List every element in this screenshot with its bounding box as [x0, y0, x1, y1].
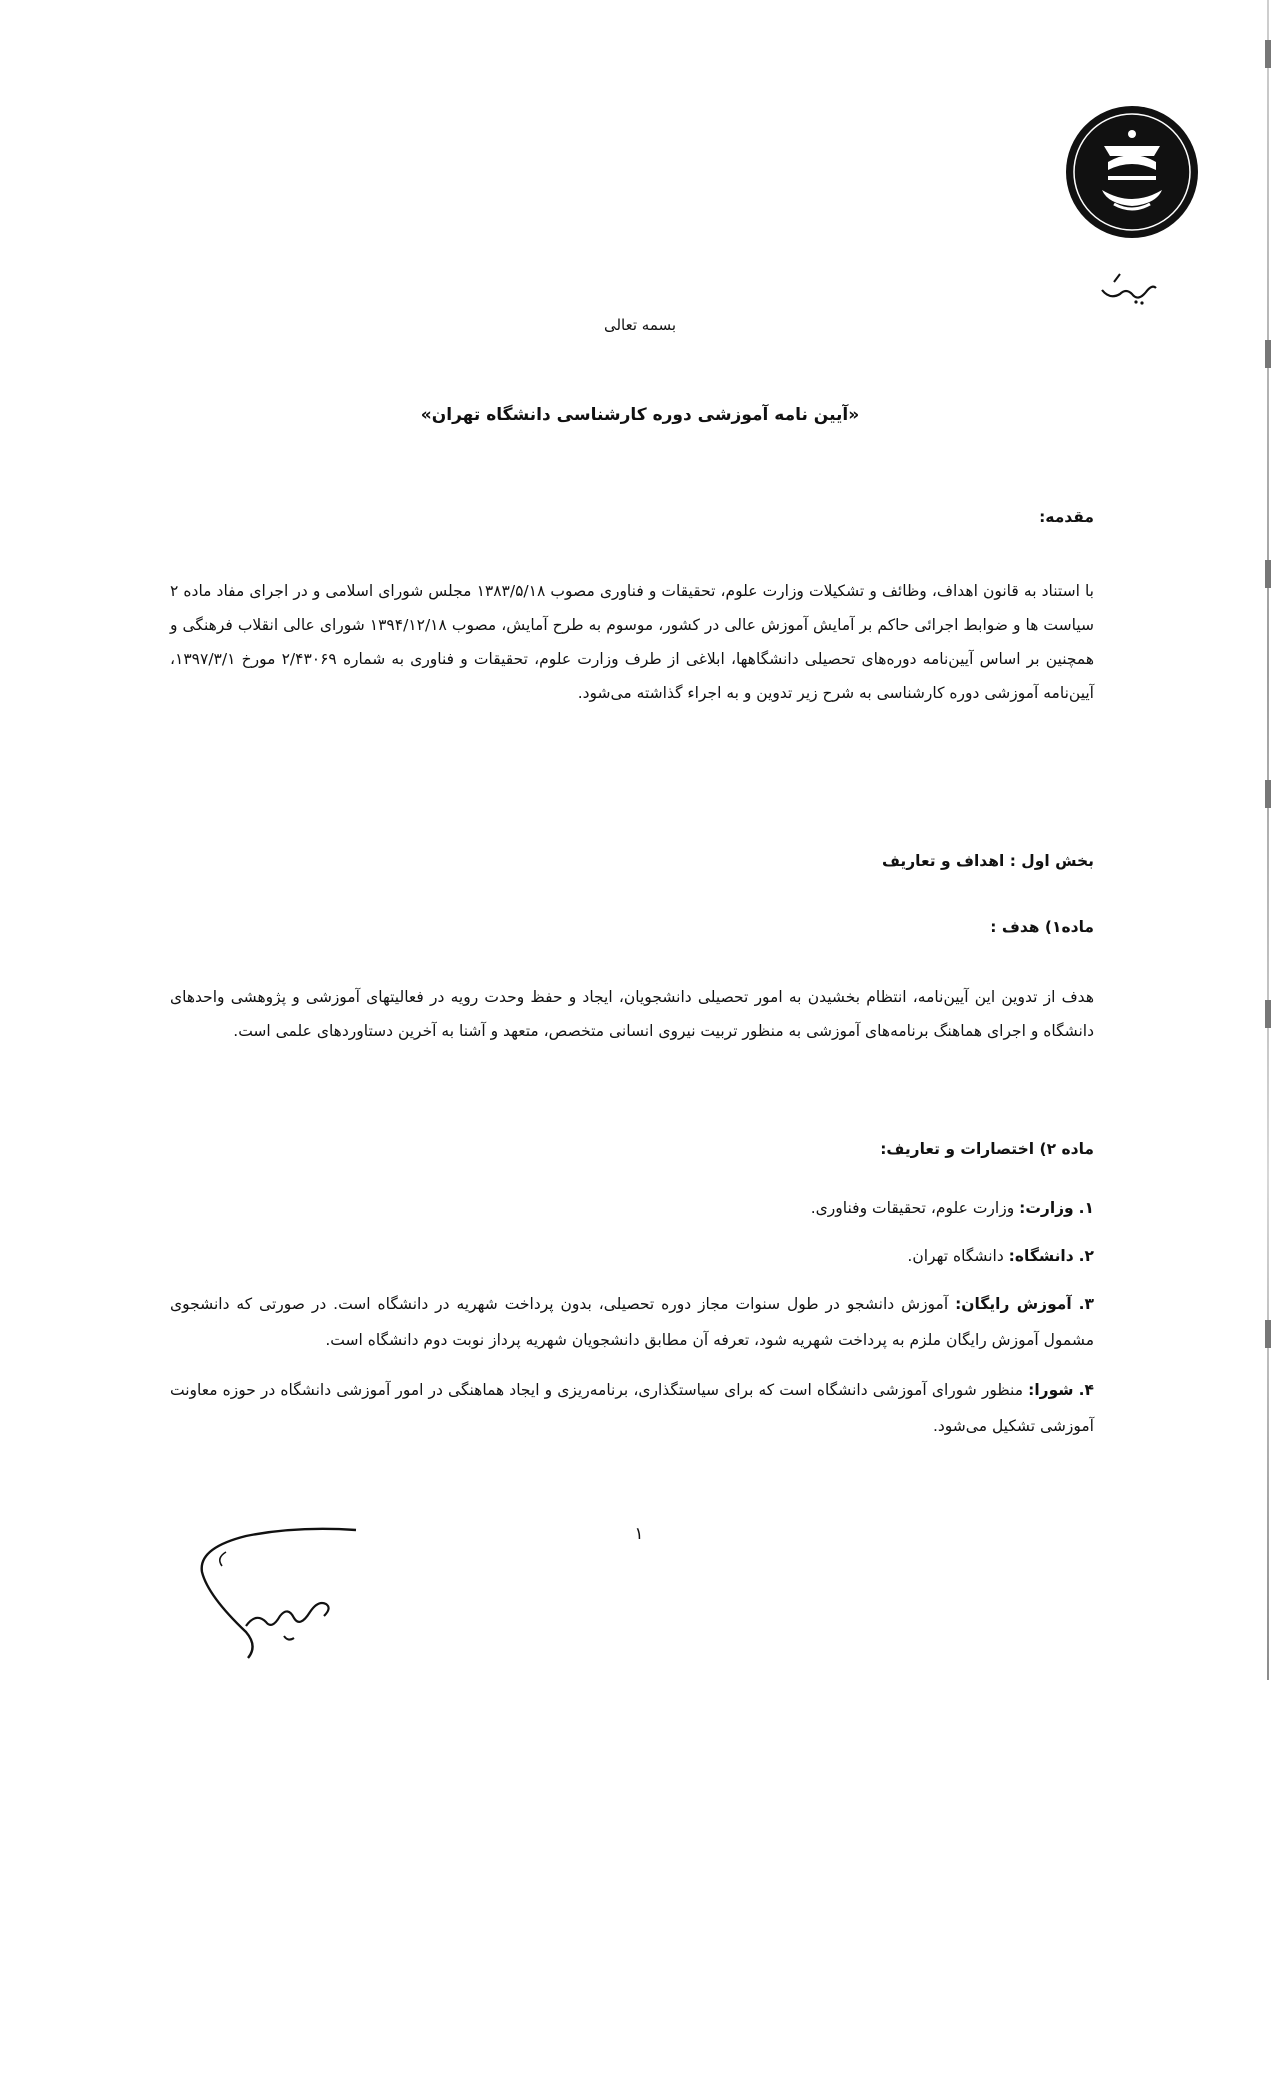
binder-mark [1265, 780, 1271, 808]
intro-heading: مقدمه: [1039, 508, 1094, 526]
binder-mark [1265, 560, 1271, 588]
university-seal-logo [1064, 104, 1200, 240]
definition-item [170, 1238, 1094, 1274]
binder-mark [1265, 340, 1271, 368]
definition-term: وزارت: [1019, 1199, 1074, 1217]
section-heading: بخش اول : اهداف و تعاریف [881, 852, 1094, 870]
definition-text: منظور شورای آموزشی دانشگاه است که برای سیاستگذاری، برنامه‌ریزی و ایجاد هماهنگی در امور آموزشی دانشگاه در حوزه معاونت آموزشی تشکیل می‌شود. [170, 1381, 1094, 1435]
article-2-heading: ماده ۲) اختصارات و تعاریف: [880, 1140, 1094, 1158]
definition-text: دانشگاه تهران. [907, 1247, 1009, 1265]
definition-item [170, 1286, 1094, 1358]
handwritten-signature [186, 1522, 376, 1672]
definition-text: وزارت علوم، تحقیقات وفناوری. [810, 1199, 1020, 1217]
definition-number: ۴. [1078, 1381, 1095, 1399]
basmala-heading: بسمه تعالی [603, 316, 677, 334]
definition-text: آموزش دانشجو در طول سنوات مجاز دوره تحصیلی، بدون پرداخت شهریه در دانشگاه است. در صورتی که دانشجوی مشمول آموزش رایگان ملزم به پرداخت شهریه شود، تعرفه آن مطابق دانشجویان شهریه پرداز نوبت دوم دانشگاه است. [170, 1295, 1094, 1349]
binder-margin-line [1267, 0, 1269, 1680]
definition-number: ۲. [1078, 1247, 1094, 1265]
page-number: ۱ [634, 1524, 644, 1544]
article-1-heading: ماده۱) هدف : [990, 918, 1094, 936]
definition-item [170, 1372, 1094, 1444]
binder-mark [1265, 1320, 1271, 1348]
definition-number: ۱. [1078, 1199, 1094, 1217]
article-1-paragraph: هدف از تدوین این آیین‌نامه، انتظام بخشیدن به امور تحصیلی دانشجویان، ایجاد و حفظ وحدت رویه در فعالیتهای آموزشی و پژوهشی واحدهای دانشگاه و اجرای هماهنگ برنامه‌های آموزشی به منظور تربیت نیروی انسانی متخصص، متعهد و آشنا به آخرین دستاوردهای علمی است. [170, 988, 1094, 1040]
definition-term: دانشگاه: [1008, 1247, 1074, 1265]
document-title: «آیین نامه آموزشی دوره کارشناسی دانشگاه تهران» [420, 405, 860, 425]
definition-term: شورا: [1028, 1381, 1074, 1399]
intro-paragraph: با استناد به قانون اهداف، وظائف و تشکیلات وزارت علوم، تحقیقات و فناوری مصوب ۱۳۸۳/۵/۱۸ مجلس شورای اسلامی و در اجرای مفاد ماده ۲ سیاست ها و ضوابط اجرائی حاکم بر آمایش آموزش عالی در کشور، موسوم به طرح آمایش، مصوب ۱۳۹۴/۱۲/۱۸ شورای عالی انقلاب فرهنگی و همچنین بر اساس آیین‌نامه دوره‌های تحصیلی دانشگاهها، ابلاغی از طرف وزارت علوم، تحقیقات و فناوری به شماره ۲/۴۳۰۶۹ مورخ ۱۳۹۷/۳/۱، آیین‌نامه آموزشی دوره کارشناسی به شرح زیر تدوین و به اجراء گذاشته می‌شود. [170, 582, 1095, 702]
definition-item [170, 1190, 1094, 1226]
definition-term: آموزش رایگان: [955, 1295, 1072, 1313]
definition-number: ۳. [1078, 1295, 1094, 1313]
binder-mark [1265, 1000, 1271, 1028]
binder-mark [1265, 40, 1271, 68]
handwritten-note-mark [1096, 260, 1160, 310]
